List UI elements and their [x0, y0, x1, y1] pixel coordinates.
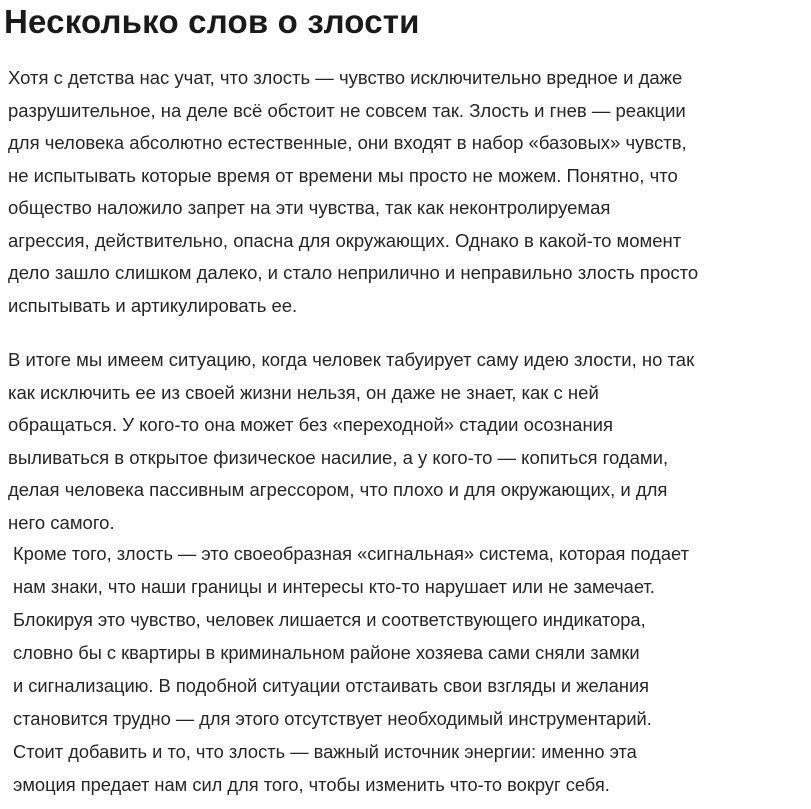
text-line: для человека абсолютно естественные, они входят в набор «базовых» чувств, — [8, 132, 687, 153]
text-line: Стоит добавить и то, что злость — важный источник энергии: именно эта — [13, 741, 637, 762]
text-line: делая человека пассивным агрессором, что плохо и для окружающих, и для — [8, 479, 668, 500]
paragraph-1 — [8, 62, 698, 322]
text-line: него самого. — [8, 511, 115, 533]
text-line: Блокируя это чувство, человек лишается и соответствующего индикатора, — [13, 609, 646, 630]
text-line: В итоге мы имеем ситуацию, когда человек табуирует саму идею злости, но так — [8, 349, 695, 370]
text-line: становится трудно — для этого отсутствует необходимый инструментарий. — [13, 708, 652, 729]
paragraph-3 — [13, 537, 689, 801]
text-line: общество наложило запрет на эти чувства, так как неконтролируемая — [8, 197, 611, 218]
text-line: Хотя с детства нас учат, что злость — чувство исключительно вредное и даже — [8, 67, 683, 88]
text-line: агрессия, действительно, опасна для окружающих. Однако в какой-то момент — [8, 229, 682, 251]
text-line: дело зашло слишком далеко, и стало неприлично и неправильно злость просто — [8, 262, 699, 283]
text-line: Кроме того, злость — это своеобразная «сигнальная» система, которая подает — [13, 543, 689, 564]
text-line: как исключить ее из своей жизни нельзя, он даже не знает, как с ней — [8, 381, 599, 403]
text-line: не испытывать которые время от времени мы просто не можем. Понятно, что — [8, 164, 678, 186]
text-line: нам знаки, что наши границы и интересы кто-то нарушает или не замечает. — [13, 576, 655, 597]
text-line: разрушительное, на деле всё обстоит не совсем так. Злость и гнев — реакции — [8, 99, 686, 121]
text-line: обращаться. У кого-то она может без «переходной» стадии осознания — [8, 414, 614, 435]
text-line: выливаться в открытое физическое насилие, а у кого-то — копиться годами, — [8, 446, 669, 468]
text-line: испытывать и артикулировать ее. — [8, 294, 298, 316]
text-line: и сигнализацию. В подобной ситуации отстаивать свои взгляды и желания — [13, 675, 650, 696]
paragraph-2 — [8, 344, 694, 539]
text-line: эмоция предает нам сил для того, чтобы изменить что-то вокруг себя. — [13, 774, 610, 795]
article-title: Несколько слов о злости — [4, 3, 420, 40]
text-line: словно бы с квартиры в криминальном районе хозяева сами сняли замки — [13, 642, 640, 663]
